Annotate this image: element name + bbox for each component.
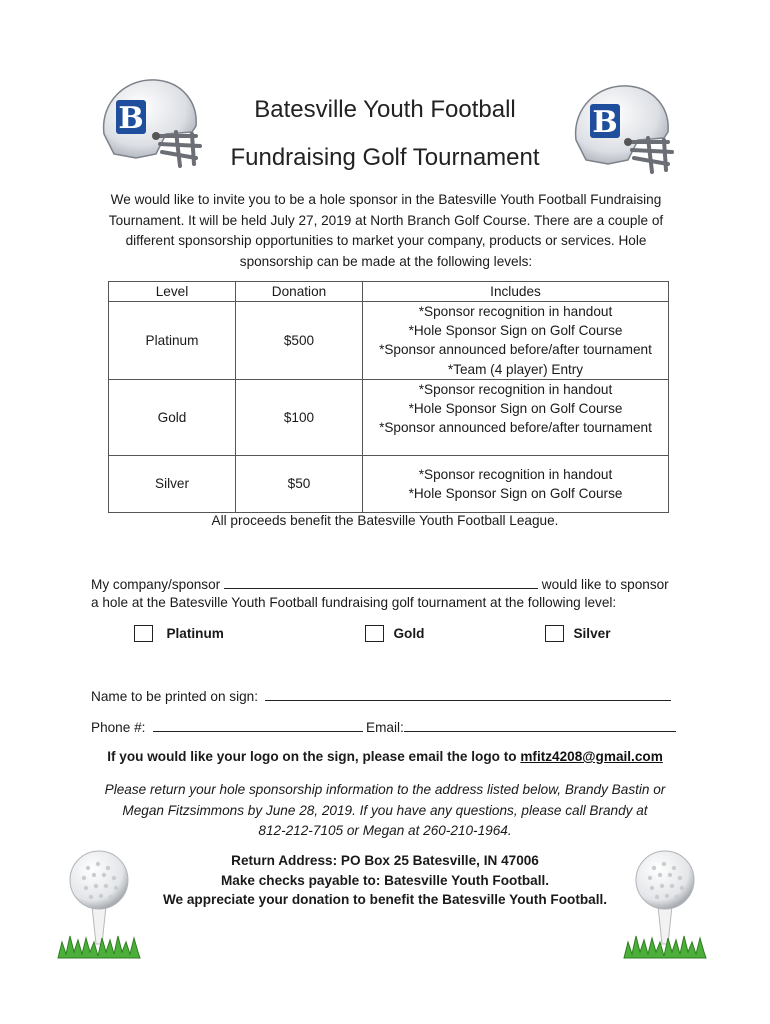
platinum-checkbox[interactable] [134, 625, 153, 642]
return-line-3: 812-212-7105 or Megan at 260-210-1964. [258, 823, 512, 838]
helmet-left-letter: B [118, 101, 144, 136]
company-line-2: a hole at the Batesville Youth Football fundraising golf tournament at the following level: [91, 595, 617, 610]
option-gold[interactable] [365, 625, 424, 643]
intro-paragraph: We would like to invite you to be a hole sponsor in the Batesville Youth Football Fundraising Tournament. It will be held July 27, 2019 at North Branch Golf Course. There are a couple of different sponsorship opportunities to market your company, products or services. Hole sponsorship can be made at the following levels: [108, 192, 664, 269]
return-line-2: Megan Fitzsimmons by June 28, 2019. If you have any questions, please call Brandy at [122, 802, 648, 818]
sign-name-label: Name to be printed on sign: [91, 689, 259, 704]
return-instructions [0, 780, 770, 842]
table-header-level: Level [109, 282, 236, 302]
return-line-1: Please return your hole sponsorship information to the address listed below, Brandy Bastin or [104, 782, 666, 797]
page-subtitle: Fundraising Golf Tournament [230, 144, 540, 171]
table-row [109, 302, 669, 380]
gold-checkbox[interactable] [365, 625, 384, 642]
level-cell: Silver [109, 455, 236, 512]
checks-payable: Make checks payable to: Batesville Youth Football. [220, 872, 550, 888]
table-header-includes: Includes [363, 282, 669, 302]
sponsorship-table [108, 281, 669, 513]
include-item: *Sponsor recognition in handout [418, 381, 613, 397]
silver-label: Silver [573, 626, 611, 642]
donation-cell: $50 [236, 455, 363, 512]
table-header-row [109, 282, 669, 302]
email-field[interactable] [404, 718, 676, 732]
sign-name-row [91, 687, 671, 704]
include-item: *Sponsor announced before/after tournament [379, 342, 652, 358]
table-header-donation: Donation [236, 282, 363, 302]
include-item: *Sponsor recognition in handout [418, 304, 613, 319]
donation-cell: $100 [236, 379, 363, 455]
logo-note-text: If you would like your logo on the sign, please email the logo to [107, 749, 517, 764]
include-item: *Sponsor announced before/after tournament [379, 420, 652, 436]
company-prefix-label: My company/sponsor [91, 577, 221, 592]
level-cell: Platinum [109, 302, 236, 380]
logo-email-link[interactable]: mfitz4208@gmail.com [520, 749, 663, 764]
proceeds-note: All proceeds benefit the Batesville Youth Football League. [211, 513, 559, 528]
include-item: *Team (4 player) Entry [447, 361, 584, 377]
thanks-note: We appreciate your donation to benefit the Batesville Youth Football. [162, 892, 608, 907]
company-suffix-label: would like to sponsor [541, 577, 669, 592]
sign-name-field[interactable] [265, 687, 671, 701]
page-title: Batesville Youth Football [254, 96, 516, 123]
email-label: Email: [366, 720, 404, 735]
silver-checkbox[interactable] [545, 625, 564, 642]
golf-ball-left-icon [56, 848, 142, 960]
table-row [109, 455, 669, 512]
includes-cell [363, 302, 669, 380]
logo-note [0, 749, 770, 764]
level-cell: Gold [109, 379, 236, 455]
includes-cell [363, 379, 669, 455]
gold-label: Gold [393, 626, 425, 642]
option-platinum[interactable] [134, 625, 224, 643]
company-sponsor-line [91, 575, 669, 592]
email-row [366, 718, 676, 735]
include-item: *Hole Sponsor Sign on Golf Course [408, 323, 623, 339]
table-row [109, 379, 669, 455]
donation-cell: $500 [236, 302, 363, 380]
phone-label: Phone #: [91, 720, 146, 735]
company-name-field[interactable] [224, 575, 538, 589]
return-address: Return Address: PO Box 25 Batesville, IN 47006 [231, 853, 539, 868]
include-item: *Hole Sponsor Sign on Golf Course [408, 401, 623, 417]
platinum-label: Platinum [166, 626, 224, 642]
helmet-right-letter: B [592, 105, 618, 140]
option-silver[interactable] [545, 625, 610, 643]
golf-ball-right-icon [622, 848, 708, 960]
include-item: *Sponsor recognition in handout [418, 466, 613, 482]
includes-cell [363, 455, 669, 512]
phone-field[interactable] [153, 718, 363, 732]
phone-row [91, 718, 363, 735]
include-item: *Hole Sponsor Sign on Golf Course [408, 485, 623, 501]
